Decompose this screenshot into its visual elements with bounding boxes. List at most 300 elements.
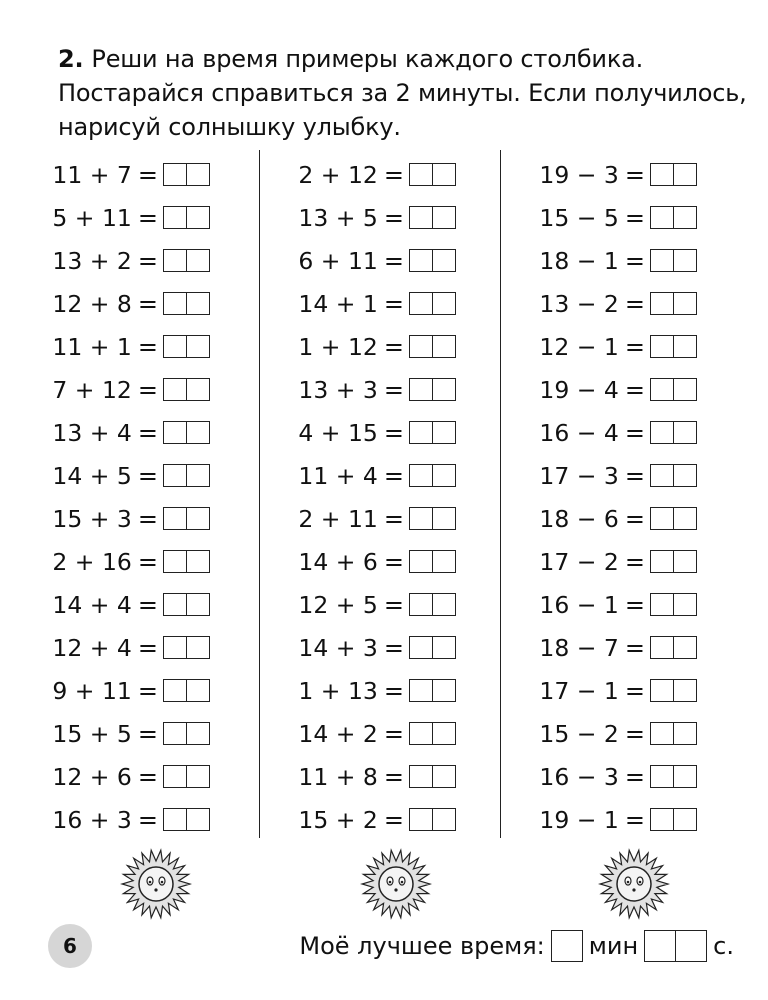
answer-box[interactable] — [650, 206, 697, 229]
equals-sign: = — [624, 676, 645, 705]
answer-digit-cell[interactable] — [163, 593, 187, 616]
equation-expression: 15 + 2 — [298, 805, 378, 834]
equation-column-2 — [246, 153, 456, 841]
equals-sign: = — [383, 762, 404, 791]
equation-expression: 19 − 1 — [539, 805, 619, 834]
sun-mouth-dot — [154, 888, 157, 891]
task-number: 2. — [58, 45, 84, 73]
sun-icon[interactable] — [360, 848, 432, 920]
equation-expression: 12 − 1 — [539, 332, 619, 361]
answer-box[interactable] — [409, 249, 456, 272]
answer-box[interactable] — [650, 378, 697, 401]
answer-box[interactable] — [409, 464, 456, 487]
sun-pupil — [627, 881, 630, 884]
answer-digit-cell[interactable] — [674, 507, 697, 530]
equation-expression: 11 + 4 — [298, 461, 378, 490]
answer-digit-cell[interactable] — [409, 507, 433, 530]
equation-expression: 9 + 11 — [52, 676, 132, 705]
equals-sign: = — [624, 805, 645, 834]
answer-box[interactable] — [409, 421, 456, 444]
equation-expression: 11 + 1 — [52, 332, 132, 361]
equation-row — [246, 540, 456, 583]
equals-sign: = — [624, 762, 645, 791]
answer-box[interactable] — [163, 765, 210, 788]
equation-expression: 15 − 5 — [539, 203, 619, 232]
equation-row — [487, 755, 697, 798]
answer-box[interactable] — [409, 722, 456, 745]
answer-digit-cell[interactable] — [187, 464, 210, 487]
answer-digit-cell[interactable] — [650, 335, 674, 358]
answer-digit-cell[interactable] — [650, 722, 674, 745]
answer-digit-cell[interactable] — [433, 464, 456, 487]
answer-box[interactable] — [650, 808, 697, 831]
equals-sign: = — [624, 590, 645, 619]
answer-digit-cell[interactable] — [163, 808, 187, 831]
answer-box[interactable] — [163, 163, 210, 186]
equation-expression: 11 + 7 — [52, 160, 132, 189]
answer-box[interactable] — [650, 507, 697, 530]
answer-digit-cell[interactable] — [409, 421, 433, 444]
answer-digit-cell[interactable] — [163, 722, 187, 745]
sun-icon[interactable] — [598, 848, 670, 920]
answer-digit-cell[interactable] — [674, 679, 697, 702]
answer-box[interactable] — [409, 808, 456, 831]
equation-expression: 2 + 11 — [298, 504, 378, 533]
answer-digit-cell[interactable] — [409, 335, 433, 358]
answer-digit-cell[interactable] — [433, 206, 456, 229]
equation-row — [0, 798, 210, 841]
answer-box[interactable] — [409, 335, 456, 358]
answer-digit-cell[interactable] — [650, 292, 674, 315]
answer-digit-cell[interactable] — [409, 679, 433, 702]
equation-row — [0, 626, 210, 669]
sun-mouth-dot — [394, 888, 397, 891]
equation-expression: 1 + 13 — [298, 676, 378, 705]
equation-expression: 16 − 4 — [539, 418, 619, 447]
equation-row — [246, 368, 456, 411]
equals-sign: = — [624, 504, 645, 533]
equation-column-3 — [487, 153, 697, 841]
equation-expression: 18 − 1 — [539, 246, 619, 275]
equals-sign: = — [137, 246, 158, 275]
answer-digit-cell[interactable] — [163, 679, 187, 702]
answer-digit-cell[interactable] — [674, 808, 697, 831]
equation-row — [0, 669, 210, 712]
seconds-label: с. — [713, 932, 734, 960]
answer-box[interactable] — [163, 507, 210, 530]
equals-sign: = — [383, 332, 404, 361]
equals-sign: = — [137, 633, 158, 662]
answer-box[interactable] — [650, 765, 697, 788]
equals-sign: = — [383, 418, 404, 447]
sun-pupil — [149, 881, 152, 884]
answer-digit-cell[interactable] — [674, 722, 697, 745]
equation-expression: 1 + 12 — [298, 332, 378, 361]
equals-sign: = — [137, 203, 158, 232]
answer-box[interactable] — [163, 421, 210, 444]
answer-digit-cell[interactable] — [433, 421, 456, 444]
equation-expression: 4 + 15 — [298, 418, 378, 447]
answer-box[interactable] — [163, 292, 210, 315]
minutes-box[interactable] — [551, 930, 583, 962]
answer-digit-cell[interactable] — [433, 765, 456, 788]
equation-row — [0, 239, 210, 282]
answer-digit-cell[interactable] — [650, 679, 674, 702]
sun-face — [379, 867, 413, 901]
answer-digit-cell[interactable] — [163, 636, 187, 659]
answer-digit-cell[interactable] — [674, 550, 697, 573]
answer-digit-cell[interactable] — [650, 636, 674, 659]
equation-expression: 12 + 8 — [52, 289, 132, 318]
answer-box[interactable] — [650, 249, 697, 272]
answer-digit-cell[interactable] — [187, 550, 210, 573]
answer-digit-cell[interactable] — [409, 593, 433, 616]
answer-box[interactable] — [163, 636, 210, 659]
answer-box[interactable] — [409, 206, 456, 229]
answer-digit-cell[interactable] — [163, 464, 187, 487]
answer-box[interactable] — [163, 206, 210, 229]
answer-digit-cell[interactable] — [650, 421, 674, 444]
answer-digit-cell[interactable] — [674, 421, 697, 444]
equation-row — [246, 755, 456, 798]
equals-sign: = — [137, 418, 158, 447]
answer-box[interactable] — [650, 679, 697, 702]
answer-digit-cell[interactable] — [187, 765, 210, 788]
equation-expression: 13 + 3 — [298, 375, 378, 404]
answer-digit-cell[interactable] — [163, 550, 187, 573]
equation-expression: 13 + 5 — [298, 203, 378, 232]
answer-digit-cell[interactable] — [187, 335, 210, 358]
answer-digit-cell[interactable] — [433, 249, 456, 272]
answer-digit-cell[interactable] — [433, 335, 456, 358]
answer-digit-cell[interactable] — [409, 206, 433, 229]
answer-digit-cell[interactable] — [433, 808, 456, 831]
answer-digit-cell[interactable] — [163, 163, 187, 186]
equation-column-1 — [0, 153, 210, 841]
equation-row — [487, 454, 697, 497]
equation-row — [487, 540, 697, 583]
answer-digit-cell[interactable] — [674, 636, 697, 659]
equation-row — [246, 282, 456, 325]
answer-box[interactable] — [650, 550, 697, 573]
answer-digit-cell[interactable] — [409, 249, 433, 272]
equals-sign: = — [383, 461, 404, 490]
equals-sign: = — [137, 461, 158, 490]
answer-box[interactable] — [409, 636, 456, 659]
answer-digit-cell[interactable] — [674, 335, 697, 358]
answer-box[interactable] — [409, 507, 456, 530]
equation-expression: 12 + 5 — [298, 590, 378, 619]
answer-digit-cell[interactable] — [409, 722, 433, 745]
equation-row — [0, 411, 210, 454]
equation-row — [246, 669, 456, 712]
equation-row — [246, 497, 456, 540]
seconds-box[interactable] — [644, 930, 707, 962]
sun-pupil — [401, 881, 404, 884]
answer-digit-cell[interactable] — [163, 378, 187, 401]
answer-digit-cell[interactable] — [650, 808, 674, 831]
answer-digit-cell[interactable] — [187, 421, 210, 444]
equation-expression: 16 − 3 — [539, 762, 619, 791]
equals-sign: = — [383, 504, 404, 533]
equation-expression: 6 + 11 — [298, 246, 378, 275]
equation-row — [487, 626, 697, 669]
equation-row — [0, 540, 210, 583]
equals-sign: = — [624, 289, 645, 318]
page-number-badge — [48, 924, 92, 968]
seconds-cell[interactable] — [675, 931, 706, 961]
answer-digit-cell[interactable] — [674, 206, 697, 229]
answer-box[interactable] — [650, 421, 697, 444]
answer-digit-cell[interactable] — [433, 163, 456, 186]
equals-sign: = — [137, 676, 158, 705]
equation-row — [0, 755, 210, 798]
equals-sign: = — [624, 633, 645, 662]
answer-digit-cell[interactable] — [674, 378, 697, 401]
equation-row — [0, 325, 210, 368]
answer-digit-cell[interactable] — [650, 507, 674, 530]
equation-expression: 2 + 16 — [52, 547, 132, 576]
answer-digit-cell[interactable] — [187, 722, 210, 745]
equation-expression: 13 − 2 — [539, 289, 619, 318]
equals-sign: = — [624, 375, 645, 404]
answer-digit-cell[interactable] — [674, 464, 697, 487]
equals-sign: = — [137, 160, 158, 189]
equation-row — [487, 411, 697, 454]
answer-digit-cell[interactable] — [433, 636, 456, 659]
equals-sign: = — [624, 332, 645, 361]
answer-box[interactable] — [650, 292, 697, 315]
page-number: 6 — [63, 934, 77, 958]
equation-expression: 17 − 2 — [539, 547, 619, 576]
equation-row — [0, 712, 210, 755]
answer-box[interactable] — [163, 464, 210, 487]
equals-sign: = — [624, 719, 645, 748]
answer-box[interactable] — [409, 765, 456, 788]
answer-digit-cell[interactable] — [674, 292, 697, 315]
task-instruction — [58, 42, 748, 144]
equation-expression: 14 + 3 — [298, 633, 378, 662]
minutes-label: мин — [588, 932, 639, 960]
equation-row — [246, 325, 456, 368]
answer-digit-cell[interactable] — [650, 206, 674, 229]
equation-expression: 14 + 2 — [298, 719, 378, 748]
answer-digit-cell[interactable] — [187, 636, 210, 659]
equals-sign: = — [383, 246, 404, 275]
answer-digit-cell[interactable] — [187, 163, 210, 186]
equation-expression: 12 + 6 — [52, 762, 132, 791]
answer-digit-cell[interactable] — [163, 765, 187, 788]
equation-row — [0, 196, 210, 239]
answer-box[interactable] — [409, 378, 456, 401]
equation-expression: 16 + 3 — [52, 805, 132, 834]
answer-digit-cell[interactable] — [163, 206, 187, 229]
answer-box[interactable] — [650, 335, 697, 358]
equals-sign: = — [383, 719, 404, 748]
sun-icon[interactable] — [120, 848, 192, 920]
equals-sign: = — [137, 504, 158, 533]
answer-digit-cell[interactable] — [433, 507, 456, 530]
minutes-cell[interactable] — [552, 931, 582, 961]
equation-row — [0, 497, 210, 540]
equation-row — [246, 798, 456, 841]
answer-digit-cell[interactable] — [674, 593, 697, 616]
seconds-cell[interactable] — [645, 931, 675, 961]
equals-sign: = — [137, 762, 158, 791]
equation-row — [487, 669, 697, 712]
equation-row — [246, 239, 456, 282]
answer-box[interactable] — [163, 808, 210, 831]
equation-expression: 14 + 1 — [298, 289, 378, 318]
equals-sign: = — [137, 805, 158, 834]
equation-row — [487, 325, 697, 368]
answer-box[interactable] — [650, 636, 697, 659]
equals-sign: = — [624, 547, 645, 576]
equation-row — [487, 282, 697, 325]
equation-expression: 13 + 2 — [52, 246, 132, 275]
equation-row — [0, 282, 210, 325]
equals-sign: = — [624, 246, 645, 275]
answer-digit-cell[interactable] — [409, 550, 433, 573]
equals-sign: = — [383, 289, 404, 318]
equation-row — [487, 583, 697, 626]
answer-digit-cell[interactable] — [409, 378, 433, 401]
equation-expression: 2 + 12 — [298, 160, 378, 189]
answer-box[interactable] — [163, 679, 210, 702]
answer-digit-cell[interactable] — [187, 249, 210, 272]
answer-box[interactable] — [163, 249, 210, 272]
answer-box[interactable] — [650, 464, 697, 487]
answer-digit-cell[interactable] — [674, 249, 697, 272]
answer-digit-cell[interactable] — [409, 808, 433, 831]
answer-box[interactable] — [409, 550, 456, 573]
answer-digit-cell[interactable] — [433, 722, 456, 745]
task-text: Реши на время примеры каждого столбика. Постарайся справиться за 2 минуты. Если получилось, нарисуй солнышку улыбку. — [58, 45, 747, 141]
answer-digit-cell[interactable] — [433, 550, 456, 573]
answer-digit-cell[interactable] — [433, 378, 456, 401]
equals-sign: = — [624, 418, 645, 447]
answer-digit-cell[interactable] — [163, 421, 187, 444]
answer-digit-cell[interactable] — [409, 163, 433, 186]
best-time-row — [299, 926, 734, 966]
equation-row — [487, 798, 697, 841]
equals-sign: = — [624, 160, 645, 189]
sun-face — [139, 867, 173, 901]
answer-box[interactable] — [163, 722, 210, 745]
answer-digit-cell[interactable] — [650, 765, 674, 788]
equation-row — [487, 239, 697, 282]
equals-sign: = — [624, 461, 645, 490]
equation-expression: 5 + 11 — [52, 203, 132, 232]
equation-expression: 19 − 4 — [539, 375, 619, 404]
equals-sign: = — [137, 547, 158, 576]
equation-row — [487, 497, 697, 540]
equals-sign: = — [383, 805, 404, 834]
answer-digit-cell[interactable] — [409, 292, 433, 315]
answer-box[interactable] — [163, 593, 210, 616]
equation-expression: 12 + 4 — [52, 633, 132, 662]
answer-digit-cell[interactable] — [187, 593, 210, 616]
equation-expression: 7 + 12 — [52, 375, 132, 404]
answer-digit-cell[interactable] — [650, 163, 674, 186]
answer-digit-cell[interactable] — [163, 335, 187, 358]
answer-digit-cell[interactable] — [674, 163, 697, 186]
equation-expression: 14 + 4 — [52, 590, 132, 619]
answer-digit-cell[interactable] — [187, 206, 210, 229]
equation-row — [246, 153, 456, 196]
equation-row — [246, 411, 456, 454]
equation-expression: 17 − 1 — [539, 676, 619, 705]
answer-box[interactable] — [163, 335, 210, 358]
equals-sign: = — [383, 203, 404, 232]
equals-sign: = — [137, 332, 158, 361]
answer-digit-cell[interactable] — [187, 808, 210, 831]
sun-pupil — [639, 881, 642, 884]
equation-expression: 14 + 5 — [52, 461, 132, 490]
answer-digit-cell[interactable] — [650, 378, 674, 401]
answer-digit-cell[interactable] — [433, 593, 456, 616]
equation-row — [487, 712, 697, 755]
equation-expression: 17 − 3 — [539, 461, 619, 490]
equation-expression: 11 + 8 — [298, 762, 378, 791]
answer-box[interactable] — [409, 593, 456, 616]
equation-row — [246, 626, 456, 669]
answer-digit-cell[interactable] — [409, 765, 433, 788]
answer-digit-cell[interactable] — [409, 464, 433, 487]
answer-box[interactable] — [409, 163, 456, 186]
answer-digit-cell[interactable] — [187, 507, 210, 530]
equals-sign: = — [137, 590, 158, 619]
answer-digit-cell[interactable] — [650, 249, 674, 272]
answer-box[interactable] — [409, 292, 456, 315]
equation-row — [0, 153, 210, 196]
answer-digit-cell[interactable] — [433, 679, 456, 702]
answer-digit-cell[interactable] — [433, 292, 456, 315]
answer-box[interactable] — [409, 679, 456, 702]
answer-digit-cell[interactable] — [163, 292, 187, 315]
answer-box[interactable] — [163, 378, 210, 401]
answer-box[interactable] — [650, 593, 697, 616]
answer-digit-cell[interactable] — [187, 292, 210, 315]
answer-digit-cell[interactable] — [650, 464, 674, 487]
equation-expression: 15 + 3 — [52, 504, 132, 533]
sun-mouth-dot — [632, 888, 635, 891]
sun-pupil — [161, 881, 164, 884]
answer-digit-cell[interactable] — [650, 593, 674, 616]
answer-digit-cell[interactable] — [650, 550, 674, 573]
answer-digit-cell[interactable] — [163, 249, 187, 272]
equals-sign: = — [383, 676, 404, 705]
answer-box[interactable] — [650, 163, 697, 186]
equation-row — [0, 368, 210, 411]
answer-digit-cell[interactable] — [187, 679, 210, 702]
equation-row — [246, 583, 456, 626]
equals-sign: = — [137, 719, 158, 748]
answer-digit-cell[interactable] — [409, 636, 433, 659]
equals-sign: = — [137, 375, 158, 404]
equation-row — [246, 712, 456, 755]
answer-digit-cell[interactable] — [163, 507, 187, 530]
equation-row — [246, 454, 456, 497]
answer-box[interactable] — [163, 550, 210, 573]
equation-row — [487, 153, 697, 196]
equals-sign: = — [624, 203, 645, 232]
equals-sign: = — [383, 160, 404, 189]
equation-expression: 14 + 6 — [298, 547, 378, 576]
answer-digit-cell[interactable] — [674, 765, 697, 788]
answer-box[interactable] — [650, 722, 697, 745]
answer-digit-cell[interactable] — [187, 378, 210, 401]
